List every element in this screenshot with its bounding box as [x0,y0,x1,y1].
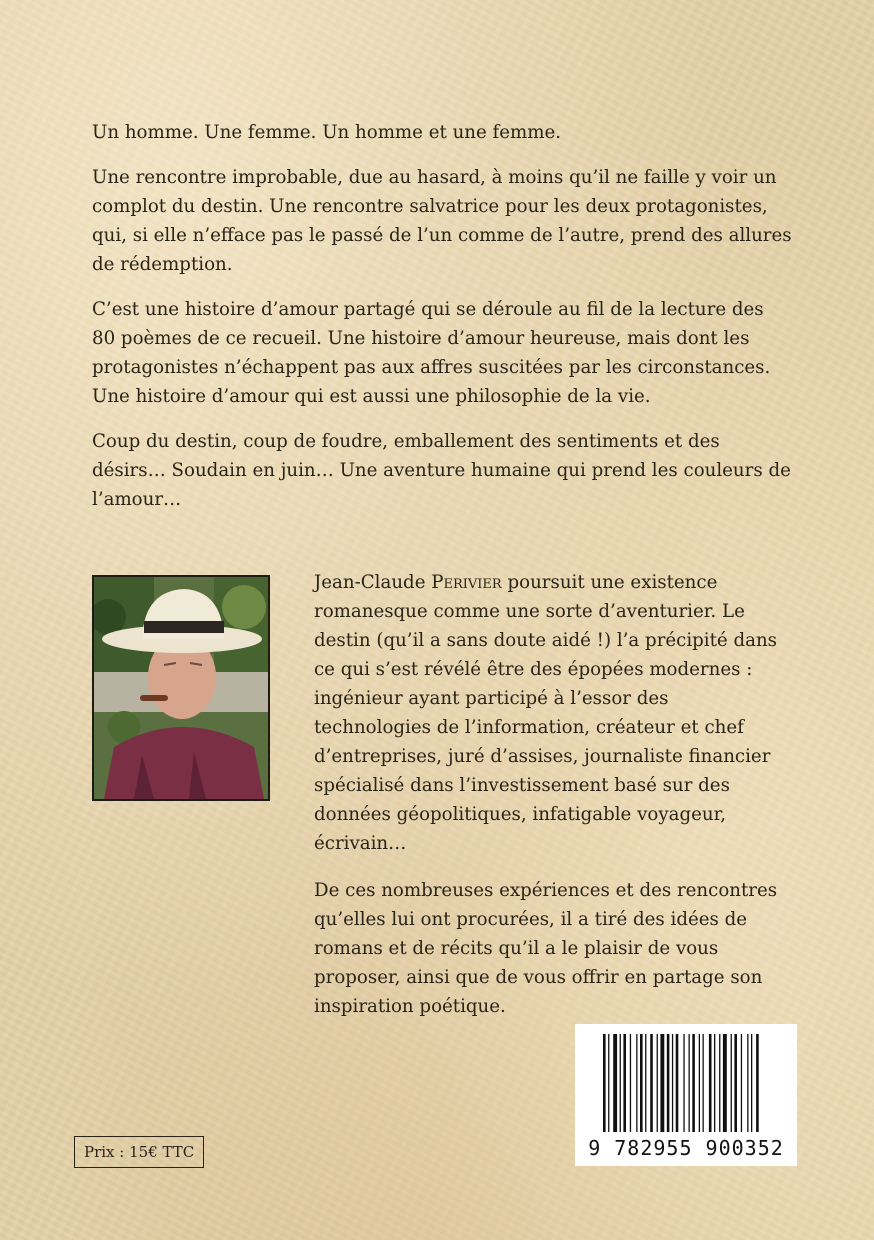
price-label: Prix : 15€ TTC [74,1136,204,1168]
author-photo [92,575,270,801]
blurb-paragraph-4: Coup du destin, coup de foudre, emballement des sentiments et des désirs… Soudain en juin… Une aventure humaine qui prend les couleurs de l’amour… [92,431,791,510]
back-cover-blurb [92,118,792,530]
isbn-barcode [575,1024,797,1166]
blurb-paragraph-2: Une rencontre improbable, due au hasard, à moins qu’il ne faille y voir un complot du destin. Une rencontre salvatrice pour les deux protagonistes, qui, si elle n’efface pas le passé de l’un comme de l’autre, prend des allures de rédemption. [92,167,792,275]
bio-paragraph-2: De ces nombreuses expériences et des rencontres qu’elles lui ont procurées, il a tiré des idées de romans et de récits qu’il a le plaisir de vous proposer, ainsi que de vous offrir en partage son inspiration poétique. [314,880,778,1017]
author-bio [314,568,790,1039]
isbn-digits: 9 782955 900352 [588,1136,784,1160]
bio-paragraph-1-text: poursuit une existence romanesque comme une sorte d’aventurier. Le destin (qu’il a sans doute aidé !) l’a précipité dans ce qui s’est révélé être des épopées modernes : ingénieur ayant participé à l’essor des technologies de l’information, créateur et chef d’entreprises, juré d’assises, journaliste financier spécialisé dans l’investissement basé sur des données géopolitiques, infatigable voyageur, écrivain… [314,572,777,854]
author-portrait-icon [94,577,268,799]
barcode-icon [575,1024,797,1136]
blurb-paragraph-3: C’est une histoire d’amour partagé qui se déroule au fil de la lecture des 80 poèmes de ce recueil. Une histoire d’amour heureuse, mais dont les protagonistes n’échappent pas aux affres suscitées par les circonstances. Une histoire d’amour qui est aussi une philosophie de la vie. [92,299,771,407]
bio-paragraph-1 [314,568,790,858]
author-last-name: Perivier [431,572,502,593]
blurb-paragraph-1: Un homme. Une femme. Un homme et une femme. [92,122,562,143]
author-first-name: Jean-Claude [314,572,426,593]
